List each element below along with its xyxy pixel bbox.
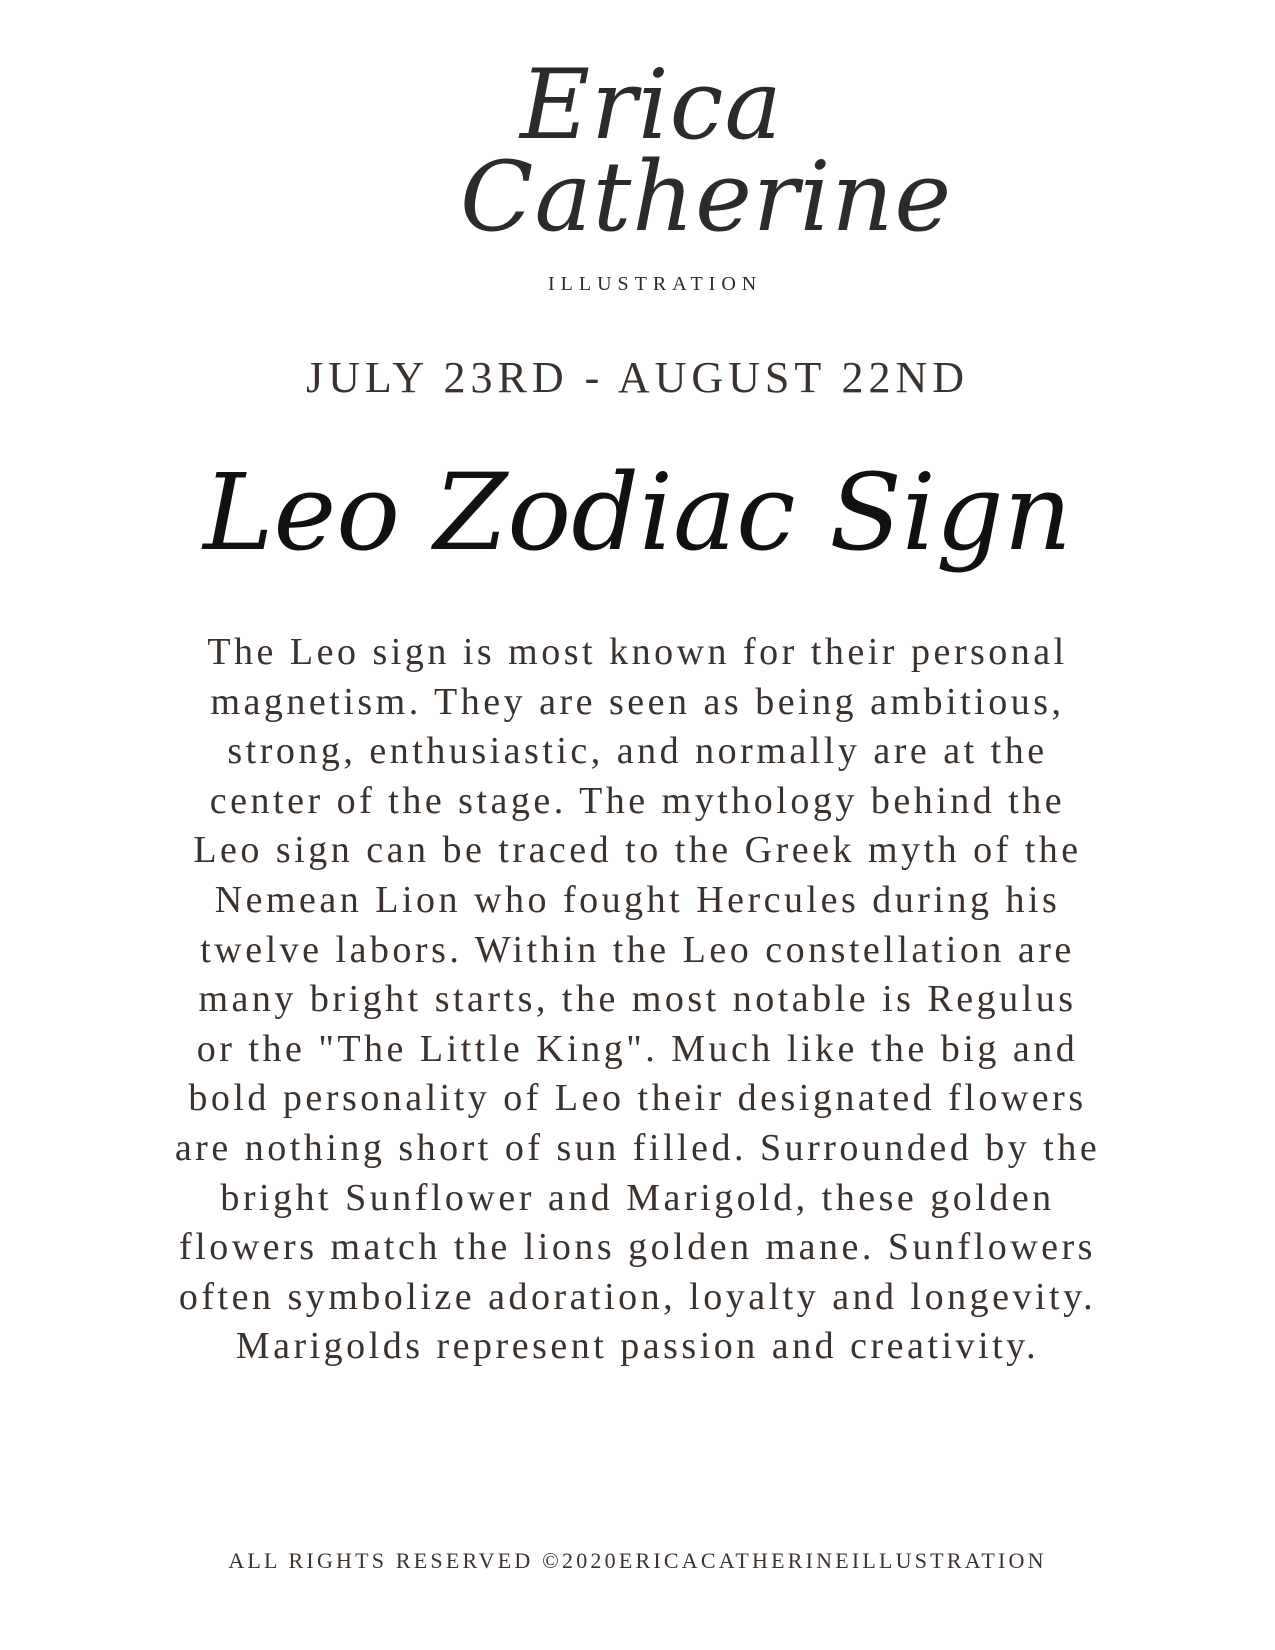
paragraph-line: Leo sign can be traced to the Greek myth of the — [193, 829, 1082, 872]
brand-logo — [450, 49, 953, 305]
paragraph-line: center of the stage. The mythology behind the — [209, 779, 1066, 822]
description-paragraph — [60, 628, 1215, 1372]
date-range: JULY 23RD - AUGUST 22ND — [305, 353, 970, 402]
paragraph-line: flowers match the lions golden mane. Sunflowers — [179, 1226, 1096, 1269]
paragraph-line: Marigolds represent passion and creativity. — [235, 1325, 1040, 1368]
paragraph-line: magnetism. They are seen as being ambitious, — [210, 680, 1065, 723]
paragraph-line: bold personality of Leo their designated flowers — [188, 1077, 1087, 1120]
paragraph-line: strong, enthusiastic, and normally are at the — [227, 730, 1048, 773]
paragraph-line: often symbolize adoration, loyalty and longevity. — [178, 1275, 1097, 1318]
paragraph-line: many bright starts, the most notable is Regulus — [198, 978, 1077, 1021]
copyright-footer: ALL RIGHTS RESERVED ©2020ERICACATHERINEILLUSTRATION — [228, 1548, 1047, 1573]
logo-script-last-name: Catherine — [460, 141, 953, 253]
paragraph-line: are nothing short of sun filled. Surrounded by the — [174, 1126, 1101, 1169]
logo-subtitle: ILLUSTRATION — [548, 273, 763, 295]
paragraph-line: or the "The Little King". Much like the big and — [196, 1027, 1079, 1070]
logo-script-first-name: Erica — [520, 49, 783, 161]
paragraph-line: bright Sunflower and Marigold, these golden — [220, 1176, 1055, 1219]
paragraph-line: The Leo sign is most known for their personal — [207, 631, 1068, 673]
paragraph-line: twelve labors. Within the Leo constellation are — [200, 928, 1075, 971]
paragraph-line: Nemean Lion who fought Hercules during his — [214, 878, 1061, 921]
page-title: Leo Zodiac Sign — [203, 451, 1072, 574]
